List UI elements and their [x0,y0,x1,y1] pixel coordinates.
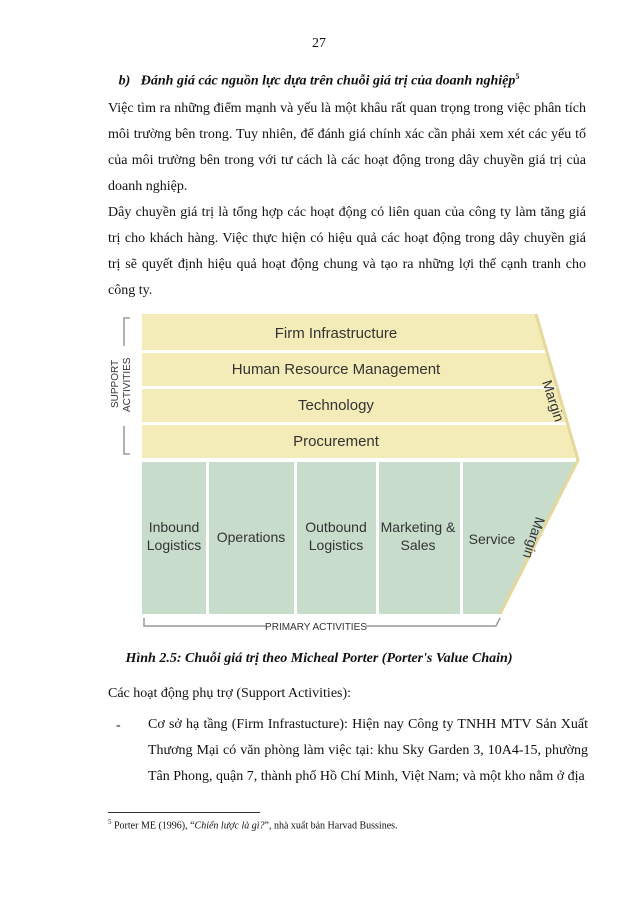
primary-activity-label: Sales [400,537,436,553]
paragraph-2: Dây chuyền giá trị là tổng hợp các hoạt động có liên quan của công ty làm tăng giá trị cho khách hàng. Việc thực hiện có hiệu quả các hoạt động trong dây chuyền giá trị sẽ quyết định hiệu quả hoạt động chung và tạo ra những lợi thế cạnh tranh cho công ty. [108,205,586,298]
support-divider-2 [142,386,576,389]
margin-label-top: Margin [539,377,568,424]
primary-divider-4 [460,462,463,614]
footnote-before: Porter ME (1996), “ [114,820,195,832]
primary-activity-label: Outbound [305,519,367,535]
footnote-after: ”, nhà xuất bản Harvad Bussines. [264,820,398,832]
support-activities-heading: Các hoạt động phụ trợ (Support Activities): [108,686,352,701]
bullet-marker: - [116,718,121,733]
value-chain-diagram [96,310,588,640]
heading-title: Đánh giá các nguồn lực dựa trên chuỗi giá trị của doanh nghiệp [140,73,516,89]
support-activity-label: Technology [298,397,374,414]
primary-divider-3 [376,462,379,614]
footnote-title: Chiến lược là gì? [194,820,265,832]
support-bracket-bottom [124,426,130,454]
primary-divider-1 [206,462,209,614]
primary-activity-label: Inbound [148,519,200,535]
support-divider-1 [142,350,570,353]
section-heading [0,72,638,90]
support-label-line2: ACTIVITIES [122,357,133,412]
primary-activity-label: Operations [216,529,286,545]
primary-divider-2 [294,462,297,614]
heading-footnote-ref: 5 [515,72,520,81]
support-activity-label: Human Resource Management [231,361,441,378]
support-label-line1: SUPPORT [110,359,121,408]
primary-activity-label: Logistics [308,537,364,553]
footnote-divider [108,812,260,813]
bullet-item: Cơ sở hạ tầng (Firm Infrastucture): Hiện nay Công ty TNHH MTV Sản Xuất Thương Mại có văn phòng làm việc tại: khu Sky Garden 3, 10A4-15, phường Tân Phong, quận 7, thành phố Hồ Chí Minh, Việt Nam; và một kho nằm ở địa [148,717,588,784]
primary-activity-label: Logistics [146,537,202,553]
footnote [108,818,398,831]
page-number: 27 [312,36,326,51]
figure-caption: Hình 2.5: Chuỗi giá trị theo Micheal Porter (Porter's Value Chain) [125,651,513,666]
support-activity-label: Procurement [293,433,379,450]
footnote-number: 5 [108,818,112,826]
primary-activity-label: Service [468,531,516,547]
primary-label: PRIMARY ACTIVITIES [265,622,367,633]
support-activity-label: Firm Infrastructure [274,325,398,342]
primary-activity-label: Marketing & [380,519,456,535]
support-bracket-top [124,318,130,346]
paragraph-1: Việc tìm ra những điểm mạnh và yếu là một khâu rất quan trọng trong việc phân tích môi trường bên trong. Tuy nhiên, để đánh giá chính xác cần phải xem xét các yếu tố của môi trường bên trong với tư cách là các hoạt động trong dây chuyền giá trị của doanh nghiệp. [108,101,586,194]
primary-bracket-right [366,618,500,626]
support-divider-3 [142,422,586,425]
margin-label-bottom: Margin [519,515,549,561]
heading-prefix: b) [118,73,131,89]
primary-bracket-left [144,618,266,626]
